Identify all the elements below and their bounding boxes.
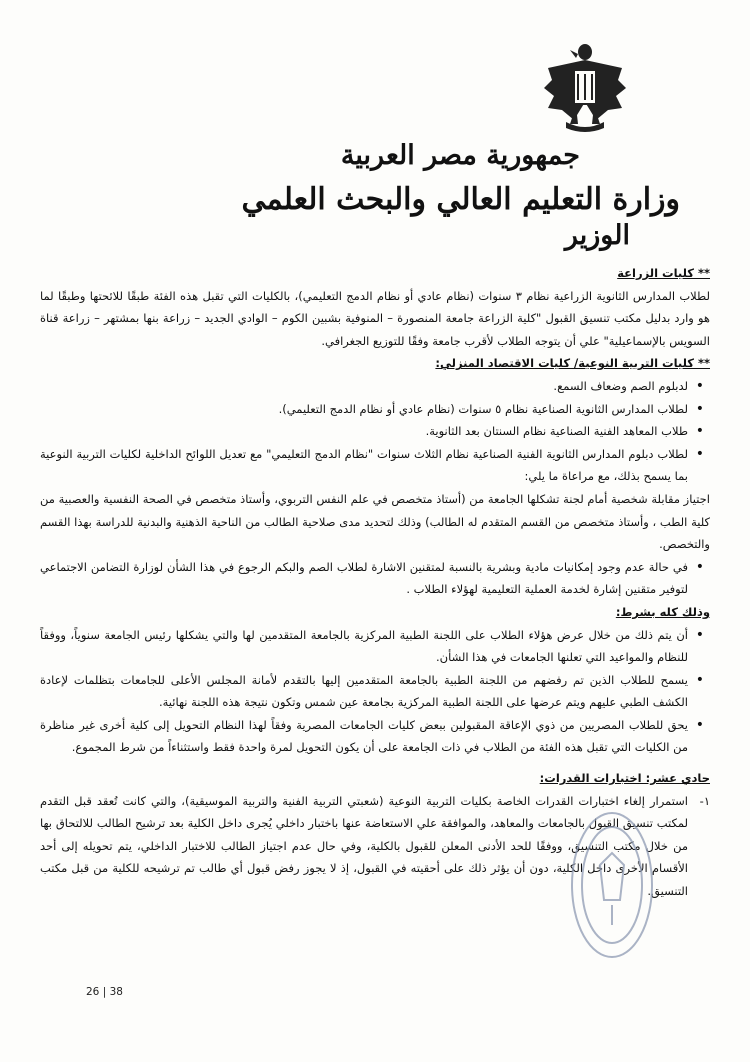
- eagle-emblem-icon: [540, 40, 630, 135]
- list-item: • لطلاب دبلوم المدارس الثانوية الفنية الصناعية نظام الثلاث سنوات "نظام الدمج التعليمي" مع تعديل اللوائح الداخلية لكليات التربية النوعية بما يسمح بذلك، مع مراعاة ما يلي:: [40, 443, 688, 488]
- agriculture-section-title: ** كليات الزراعة: [617, 266, 710, 280]
- list-item: • أن يتم ذلك من خلال عرض هؤلاء الطلاب على اللجنة الطبية المركزية بالجامعة المتقدمين لها والتي يشكلها رئيس الجامعة سنوياً، ووفقاً للنظام والمواعيد التي تعلنها الجامعات في هذا الشأن.: [40, 624, 688, 669]
- ministry-heading: وزارة التعليم العالي والبحث العلمي: [241, 182, 680, 217]
- interview-paragraph: اجتياز مقابلة شخصية أمام لجنة تشكلها الجامعة من (أستاذ متخصص في علم النفس التربوي، وأستاذ متخصص في الصحة النفسية والعصبية من كلية الطب ، وأستاذ متخصص من القسم المتقدم له الطالب) وذلك لتحديد مدى صلاحية الطالب من الناحية الذهنية والبدنية للدراسة بهذا القسم والتخصص.: [40, 491, 710, 552]
- conditions-list: [40, 624, 710, 760]
- conditions-section-title: وذلك كله بشرط:: [615, 604, 710, 619]
- specific-education-section-title: ** كليات التربية النوعية/ كليات الاقتصاد المنزلي:: [435, 356, 710, 371]
- page-number: 26 | 38: [86, 986, 123, 998]
- republic-heading: جمهورية مصر العربية: [340, 140, 580, 171]
- aptitude-item-number: ١-: [699, 793, 710, 808]
- list-item: • لدبلوم الصم وضعاف السمع.: [40, 375, 688, 398]
- list-item: • في حالة عدم وجود إمكانيات مادية وبشرية بالنسبة لمتقنين الاشارة لطلاب الصم والبكم الرجوع في هذا الشأن لوزارة التضامن الاجتماعي لتوفير متقنين إشارة لخدمة العملية التعليمية لهؤلاء الطلاب .: [40, 556, 688, 601]
- list-item: • طلاب المعاهد الفنية الصناعية نظام السنتان بعد الثانوية.: [40, 420, 688, 443]
- aptitude-item-text: استمرار إلغاء اختبارات القدرات الخاصة بكليات التربية النوعية (شعبتي التربية الفنية والتربية الموسيقية)، والتي كانت تُعقد قبل التقدم لمكتب تنسيق القبول بالجامعات والمعاهد، والموافقة علي الاستعاضة عنها باختبار داخلي يُجرى داخل الكلية بعد ترشيح الطالب للالتحاق بها من خلال مكتب التنسيق، ووفقًا للحد الأدنى المعلن للقبول بالكلية، وفي حال عدم اجتياز الطالب للاختبار الداخلي، يتم تحويله إلى أحد الأقسام الأخرى داخل الكلية، دون أن يؤثر ذلك على أحقيته في القبول، إذ لا يجوز رفض قبول أي طالب تم ترشيحه للكلية من قبل مكتب التنسيق.: [40, 793, 688, 899]
- specific-education-list: [40, 375, 710, 488]
- sign-language-list: [40, 556, 710, 601]
- agriculture-paragraph: لطلاب المدارس الثانوية الزراعية نظام ٣ سنوات (نظام عادي أو نظام الدمج التعليمي)، بالكليات التي تقبل هذه الفئة طبقًا للائحتها وطبقًا لما هو وارد بدليل مكتب تنسيق القبول "كلية الزراعة جامعة المنصورة – المنوفية بشبين الكوم – الوادي الجديد – زراعة بنها بمشتهر – زراعة قناة السويس بالإسماعيلية" علي أن يتوجه الطلاب لأقرب جامعة وفقًا للتوزيع الجغرافي.: [40, 288, 710, 348]
- aptitude-section-title: حادي عشر: اختبارات القدرات:: [539, 771, 710, 786]
- official-stamp-icon: [565, 805, 660, 965]
- minister-heading: الوزير: [564, 220, 630, 251]
- list-item: • يسمح للطلاب الذين تم رفضهم من اللجنة الطبية بالجامعة المتقدمين إليها بالتقدم لأمانة المجلس الأعلى للجامعات بتظلمات لإعادة الكشف الطبي عليهم ويتم عرضها على اللجنة الطبية المركزية بجامعة عين شمس وتكون نتيجة هذه اللجنة نهائية.: [40, 669, 688, 714]
- list-item: • يحق للطلاب المصريين من ذوي الإعاقة المقبولين ببعض كليات الجامعات المصرية وفقاً لهذا النظام التحويل إلى كلية أخرى غير مناظرة من الكليات التي تقبل هذه الفئة من الطلاب في ذات الجامعة على أن يكون التحويل لمرة واحدة فقط واستثناءاً من شرط المجموع.: [40, 714, 688, 759]
- list-item: • لطلاب المدارس الثانوية الصناعية نظام ٥ سنوات (نظام عادي أو نظام الدمج التعليمي).: [40, 398, 688, 421]
